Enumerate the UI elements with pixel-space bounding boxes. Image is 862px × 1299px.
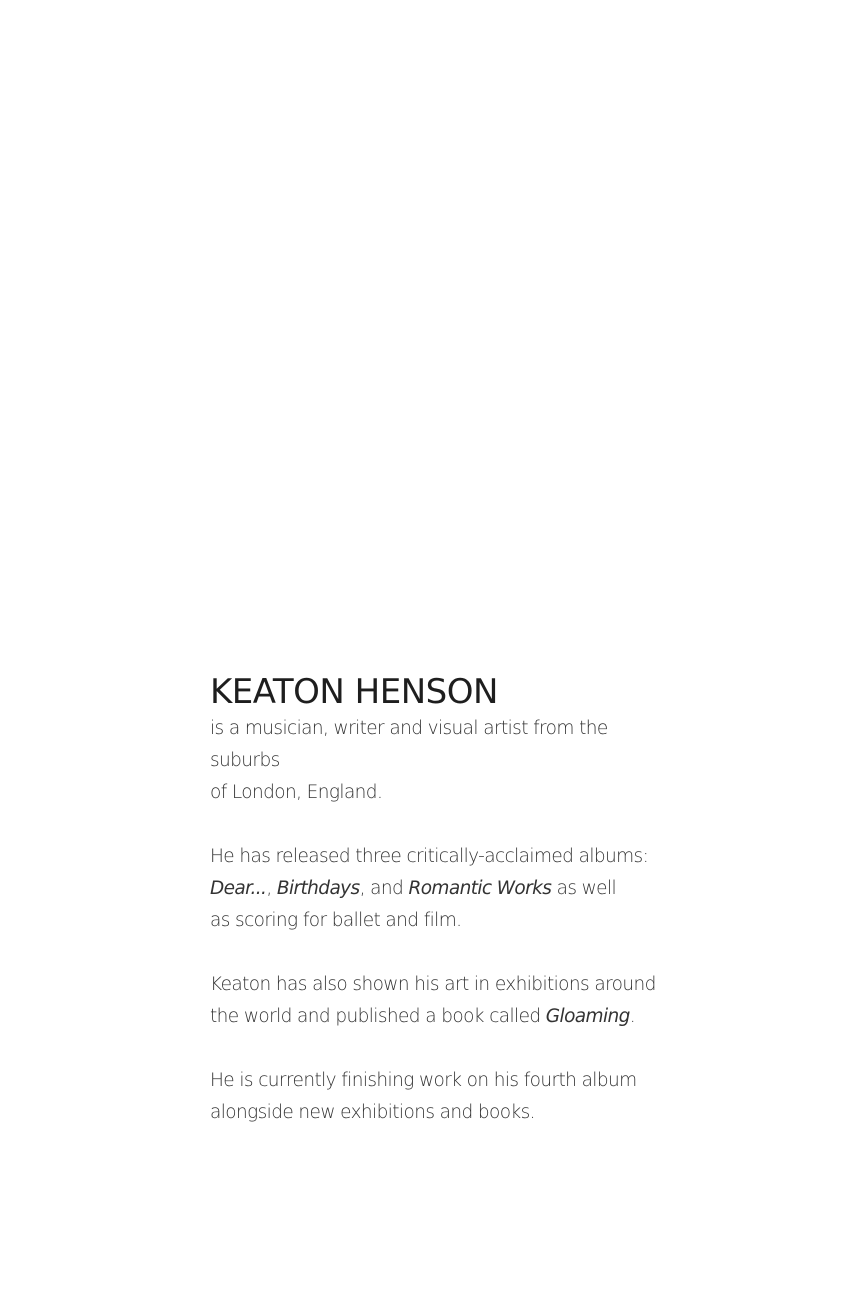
current-work-paragraph: [210, 1065, 680, 1129]
album-title-birthdays: Birthdays: [276, 878, 360, 899]
artist-name: KEATON HENSON: [210, 672, 498, 712]
intro-line-2: of London, England.: [210, 782, 383, 803]
albums-line-3: as scoring for ballet and film.: [210, 910, 462, 931]
art-line-2-start: the world and published a book called: [210, 1006, 546, 1027]
album-title-dear: Dear...: [210, 878, 267, 899]
book-title-gloaming: Gloaming: [545, 1006, 630, 1027]
album-separator: , and: [359, 878, 409, 899]
album-title-romantic-works: Romantic Works: [408, 878, 552, 899]
art-line-2-end: .: [629, 1006, 636, 1027]
bio-section: [210, 672, 680, 1161]
intro-line-1: is a musician, writer and visual artist from the suburbs: [210, 718, 608, 771]
album-separator: ,: [266, 878, 277, 899]
albums-line-1: He has released three critically-acclaimed albums:: [210, 846, 649, 867]
albums-paragraph: [210, 841, 680, 937]
art-line-1: Keaton has also shown his art in exhibitions around: [210, 974, 656, 995]
intro-paragraph: [210, 713, 680, 809]
art-paragraph: [210, 969, 680, 1033]
current-line-1: He is currently finishing work on his fourth album: [210, 1070, 637, 1091]
albums-line-2-end: as well: [551, 878, 617, 899]
current-line-2: alongside new exhibitions and books.: [210, 1102, 535, 1123]
